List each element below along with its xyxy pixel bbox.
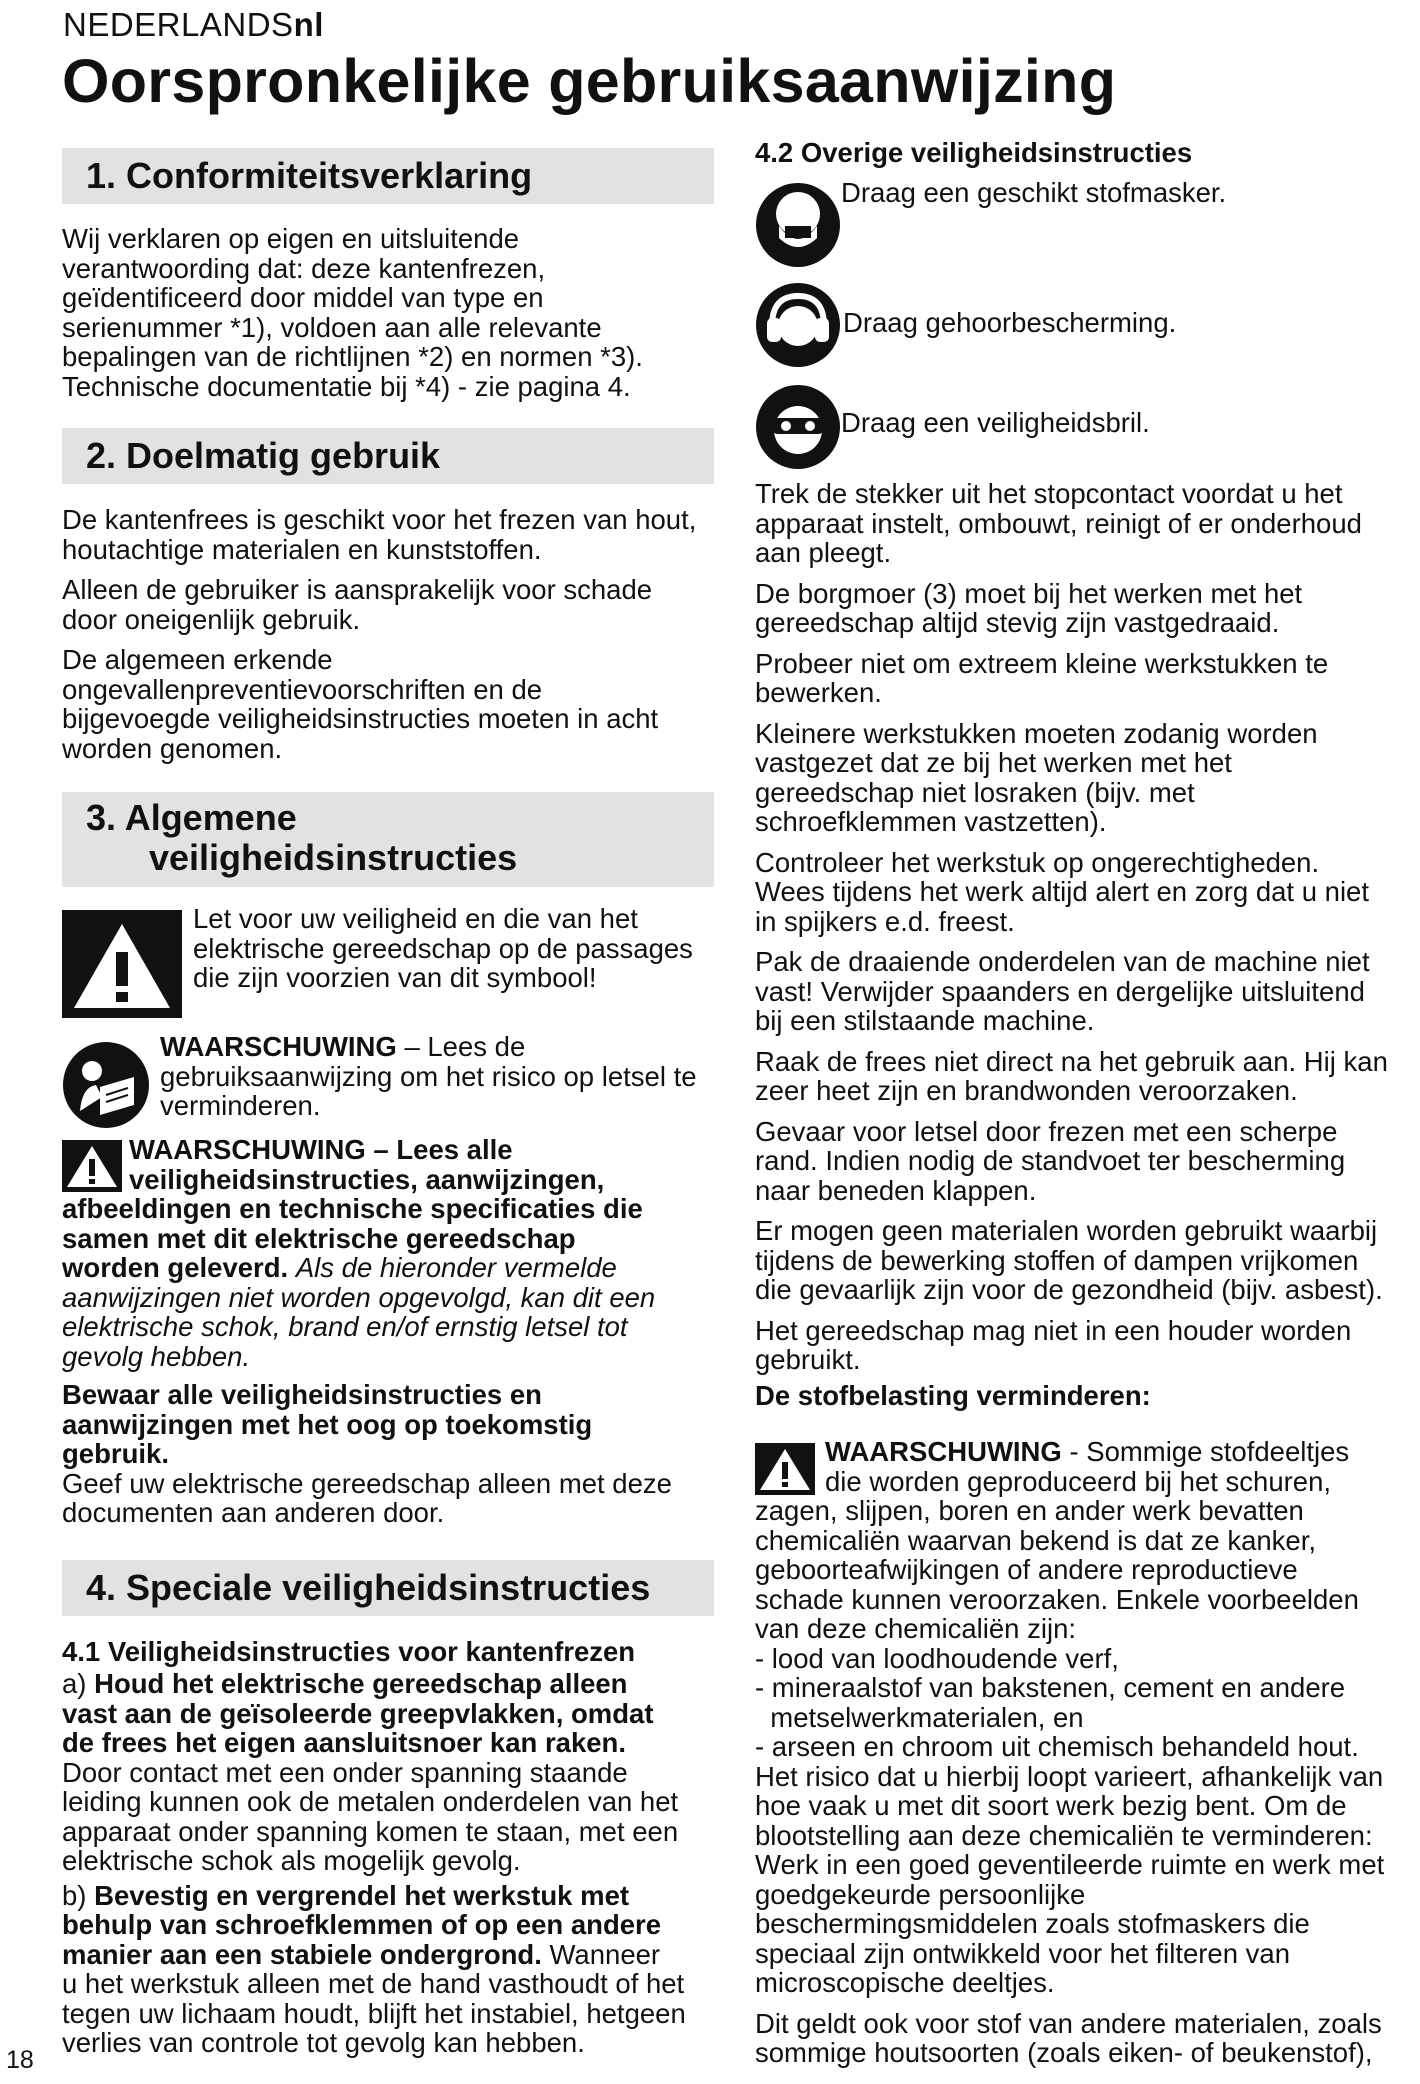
section-3-heading: 3. Algemene veiligheidsinstructies	[62, 792, 714, 887]
section-2-p3: De algemeen erkende ongevallenpreventievoorschriften en de bijgevoegde veiligheidsinstructies moeten in acht worden genomen.	[62, 644, 659, 764]
section-1-heading: 1. Conformiteitsverklaring	[62, 148, 714, 204]
hearing-protection-text: Draag gehoorbescherming.	[843, 307, 1177, 338]
page-title: Oorspronkelijke gebruiksaanwijzing	[62, 47, 1117, 115]
hearing-protection-icon	[755, 282, 841, 368]
safety-glasses-icon	[755, 384, 841, 470]
section-4-2-heading: 4.2 Overige veiligheidsinstructies	[755, 137, 1193, 168]
language-label: NEDERLANDSnl	[63, 6, 324, 43]
warning-triangle-icon	[62, 910, 182, 1018]
section-4-heading: 4. Speciale veiligheidsinstructies	[62, 1560, 714, 1616]
section-4-1: 4.1 Veiligheidsinstructies voor kantenfrezen a) Houd het elektrische gereedschap alleen vast aan de geïsoleerde greepvlakken, omdat de frees het eigen aansluitsnoer kan raken. Door contact met een onder spanning staande leiding kunnen ook de metalen onderdelen van het apparaat onder spanning komen te staan, met een elektrische schok als mogelijk gevolg. b) Bevestig en vergrendel het werkstuk met behulp van schroefklemmen of op een andere manier aan een stabiele ondergrond. Wanneer u het werkstuk alleen met de hand vasthoudt of het tegen uw lichaam houdt, blijft het instabiel, hetgeen verlies van controle tot gevolg kan hebben.	[62, 1636, 686, 2058]
section-2-p1: De kantenfrees is geschikt voor het frezen van hout, houtachtige materialen en kunststoffen.	[62, 504, 697, 565]
dust-warning-text: WAARSCHUWING - Sommige stofdeeltjes die worden geproduceerd bij het schuren, zagen, slijpen, boren en ander werk bevatten chemicaliën waarvan bekend is dat ze kanker, geboorteafwijkingen of andere reproductieve schade kunnen veroorzaken. Enkele voorbeelden van deze chemicaliën zijn: - lood van loodhoudende verf, - mineraalstof van bakstenen, cement en andere metselwerkmaterialen, en - arseen en chroom uit chemisch behandeld hout. Het risico dat u hierbij loopt varieert, afhankelijk van hoe vaak u met dit soort werk bezig bent. Om de blootstelling aan deze chemicaliën te verminderen: Werk in een goed geventileerde ruimte en werk met goedgekeurde persoonlijke beschermingsmiddelen zoals stofmaskers die speciaal zijn ontwikkeld voor het filteren van microscopische deeltjes. Dit geldt ook voor stof van andere materialen, zoals sommige houtsoorten (zoals eiken- of beukenstof),	[755, 1436, 1385, 2068]
warning-symbol-text: Let voor uw veiligheid en die van het elektrische gereedschap op de passages die zijn voorzien van dit symbool!	[193, 903, 693, 993]
right-paragraphs: Trek de stekker uit het stopcontact voordat u het apparaat instelt, ombouwt, reinigt of er onderhoud aan pleegt. De borgmoer (3) moet bij het werken met het gereedschap altijd stevig zijn vastgedraaid. Probeer niet om extreem kleine werkstukken te bewerken. Kleinere werkstukken moeten zodanig worden vastgezet dat ze bij het werken met het gereedschap niet losraken (bijv. met schroefklemmen vastzetten). Controleer het werkstuk op ongerechtigheden. Wees tijdens het werk altijd alert en zorg dat u niet in spijkers e.d. freest. Pak de draaiende onderdelen van de machine niet vast! Verwijder spaanders en dergelijke uitsluitend bij een stilstaande machine. Raak de frees niet direct na het gebruik aan. Hij kan zeer heet zijn en brandwonden veroorzaken. Gevaar voor letsel door frezen met een scherpe rand. Indien nodig de standvoet ter bescherming naar beneden klappen. Er mogen geen materialen worden gebruikt waarbij tijdens de bewerking stoffen of dampen vrijkomen die gevaarlijk zijn voor de gezondheid (bijv. asbest). Het gereedschap mag niet in een houder worden gebruikt. De stofbelasting verminderen:	[755, 478, 1388, 1411]
keep-instructions: Bewaar alle veiligheidsinstructies en aanwijzingen met het oog op toekomstig gebruik. Geef uw elektrische gereedschap alleen met deze documenten aan anderen door.	[62, 1379, 672, 1528]
read-manual-icon	[62, 1041, 150, 1129]
safety-glasses-text: Draag een veiligheidsbril.	[841, 407, 1150, 438]
section-2-heading: 2. Doelmatig gebruik	[62, 428, 714, 484]
page-number: 18	[6, 2046, 34, 2074]
section-2-p2: Alleen de gebruiker is aansprakelijk voor schade door oneigenlijk gebruik.	[62, 574, 653, 635]
dust-mask-icon	[755, 182, 841, 268]
section-1-text: Wij verklaren op eigen en uitsluitende verantwoording dat: deze kantenfrezen, geïdentificeerd door middel van type en serienummer *1), voldoen aan alle relevante bepalingen van de richtlijnen *2) en normen *3). Technische documentatie bij *4) - zie pagina 4.	[62, 223, 643, 402]
read-manual-text: WAARSCHUWING – Lees de gebruiksaanwijzing om het risico op letsel te verminderen.	[160, 1031, 697, 1121]
warning-all-instructions: WAARSCHUWING – Lees alle veiligheidsinstructies, aanwijzingen, afbeeldingen en technische specificaties die samen met dit elektrische gereedschap worden geleverd. Als de hieronder vermelde aanwijzingen niet worden opgevolgd, kan dit een elektrische schok, brand en/of ernstig letsel tot gevolg hebben.	[62, 1134, 656, 1372]
dust-mask-text: Draag een geschikt stofmasker.	[841, 177, 1227, 208]
